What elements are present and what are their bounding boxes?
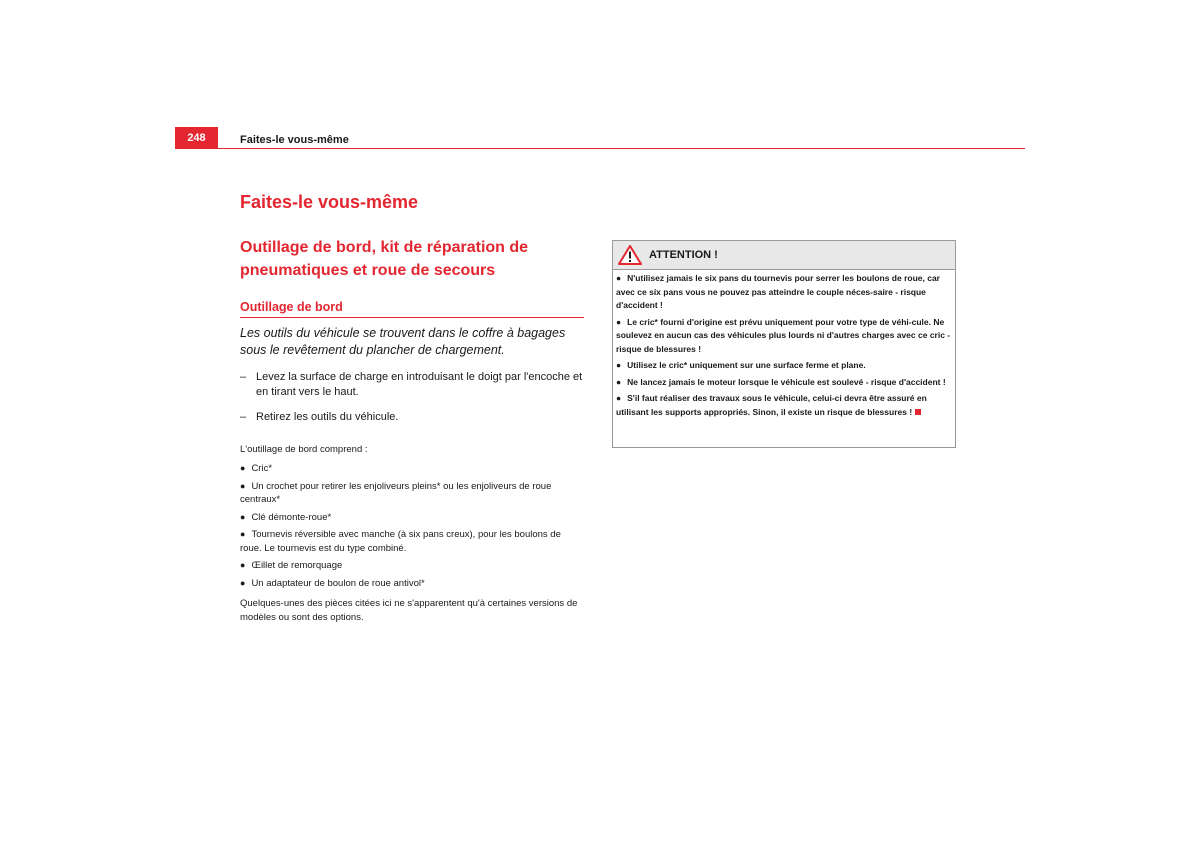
tool-text: Œillet de remorquage — [251, 560, 343, 571]
bullet-icon: ● — [240, 463, 246, 473]
bullet-icon: ● — [240, 511, 246, 522]
page-number: 248 — [175, 127, 218, 149]
tool-text: Un adaptateur de boulon de roue antivol* — [251, 577, 425, 589]
step-text: Retirez les outils du véhicule. — [256, 411, 399, 423]
attention-label: ATTENTION ! — [649, 249, 718, 261]
dash-marker: – — [240, 411, 247, 423]
tools-list — [240, 462, 584, 594]
tool-item — [240, 559, 584, 573]
attention-item — [616, 392, 951, 419]
tool-text: Tournevis réversible avec manche (à six pans creux), pour les boulons de roue. Le tournevis est du type combiné. — [240, 529, 561, 554]
tool-item — [240, 577, 584, 591]
attention-item — [616, 359, 951, 373]
subsection-title: Outillage de bord — [240, 300, 343, 314]
attention-item — [616, 376, 951, 390]
steps-list — [240, 370, 584, 435]
end-square-icon — [915, 409, 921, 415]
bullet-icon: ● — [616, 393, 622, 403]
step-item — [240, 370, 584, 400]
tool-text: Clé démonte-roue* — [251, 511, 332, 523]
attention-item — [616, 316, 951, 357]
bullet-icon: ● — [616, 376, 622, 387]
attention-box — [612, 240, 956, 448]
header-rule — [175, 148, 1025, 149]
tool-text: Cric* — [251, 463, 273, 474]
attention-item — [616, 272, 951, 313]
bullet-icon: ● — [616, 360, 622, 370]
tools-intro: L'outillage de bord comprend : — [240, 444, 368, 455]
attention-text: S'il faut réaliser des travaux sous le véhicule, celui-ci devra être assuré en utilisant les supports appropriés. Sinon, il existe un risque de blessures ! — [616, 393, 927, 417]
warning-triangle-icon — [617, 244, 643, 266]
step-item — [240, 410, 584, 425]
tool-text: Un crochet pour retirer les enjoliveurs pleins* ou les enjoliveurs de roue centraux* — [240, 480, 552, 505]
running-header: Faites-le vous-même — [240, 134, 349, 146]
dash-marker: – — [240, 371, 247, 383]
tool-item — [240, 511, 584, 525]
subsection-rule — [240, 317, 584, 318]
section-title: Outillage de bord, kit de réparation de pneumatiques et roue de secours — [240, 239, 529, 279]
tool-item — [240, 462, 584, 476]
bullet-icon: ● — [240, 577, 246, 588]
bullet-icon: ● — [240, 480, 246, 491]
intro-text: Les outils du véhicule se trouvent dans le coffre à bagages sous le revêtement du plancher de chargement. — [240, 326, 566, 357]
tool-item — [240, 480, 584, 507]
bullet-icon: ● — [616, 316, 622, 327]
options-note: Quelques-unes des pièces citées ici ne s'apparentent qu'à certaines versions de modèles ou sont des options. — [240, 598, 578, 623]
attention-body — [613, 270, 955, 419]
chapter-title: Faites-le vous-même — [240, 192, 419, 212]
attention-text: Le cric* fourni d'origine est prévu uniquement pour votre type de véhi-cule. Ne soulevez en aucun cas des véhicules plus lourds ni d'autres charges avec ce cric - risque de blessures ! — [616, 316, 951, 354]
bullet-icon: ● — [616, 273, 622, 283]
bullet-icon: ● — [240, 529, 246, 539]
bullet-icon: ● — [240, 560, 246, 570]
attention-header — [613, 241, 955, 270]
attention-text: N'utilisez jamais le six pans du tournevis pour serrer les boulons de roue, car avec ce six pans vous ne pouvez pas atteindre le couple néces-saire - risque d'accident ! — [616, 273, 940, 310]
attention-text: Ne lancez jamais le moteur lorsque le véhicule est soulevé - risque d'accident ! — [627, 376, 946, 387]
tool-item — [240, 528, 584, 555]
attention-text: Utilisez le cric* uniquement sur une surface ferme et plane. — [627, 360, 866, 370]
step-text: Levez la surface de charge en introduisant le doigt par l'encoche et en tirant vers le haut. — [256, 371, 583, 398]
